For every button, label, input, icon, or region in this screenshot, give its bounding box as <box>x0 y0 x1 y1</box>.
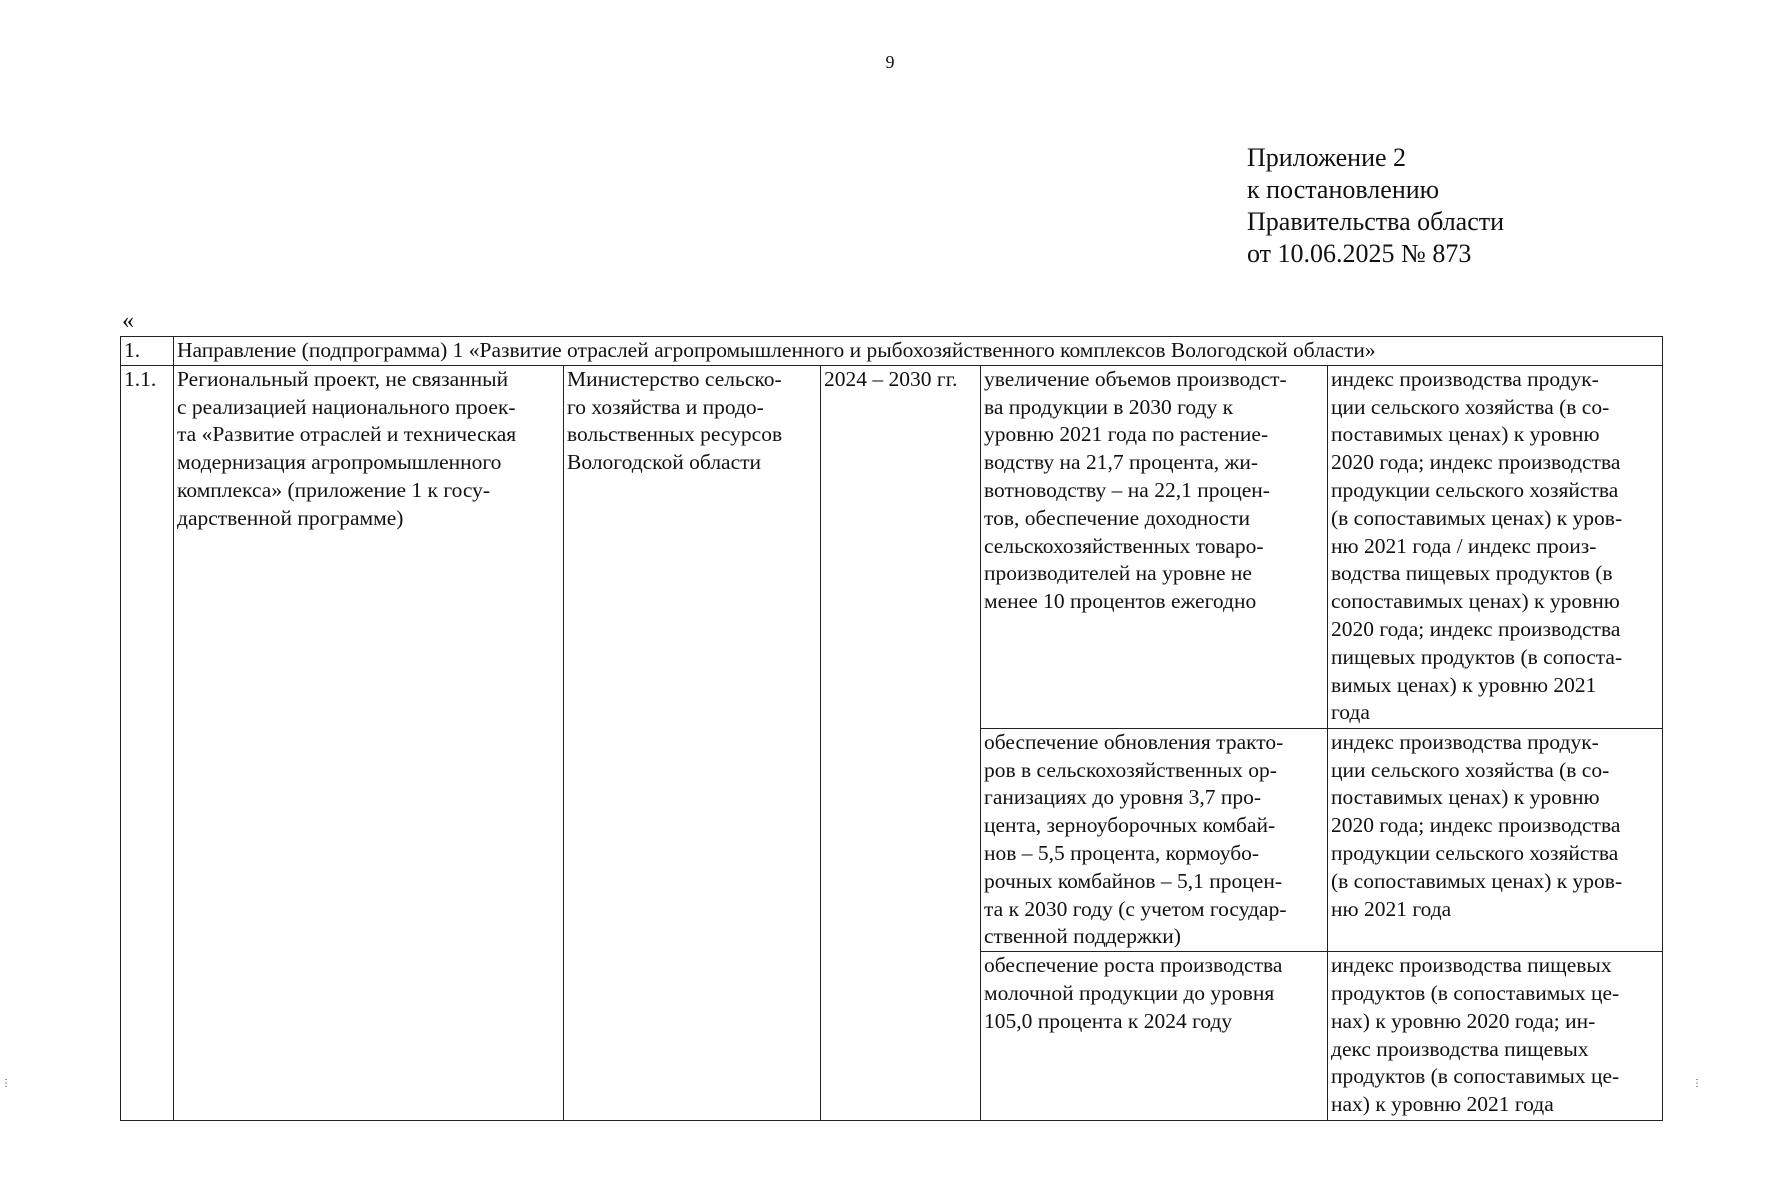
annex-line: Правительства области <box>1247 207 1505 236</box>
result-cell: обеспечение роста производства молочной продукции до уровня 105,0 процента к 2024 году <box>981 952 1328 1121</box>
project-name-cell: Региональный проект, не связанный с реализацией национального проек- та «Развитие отраслей и техническая модернизация агропромышленного комплекса» (приложение 1 к госу- дарственной программе) <box>174 365 564 1120</box>
annex-line: Приложение 2 <box>1247 143 1407 172</box>
program-table <box>120 336 1663 1121</box>
scan-margin-mark: ⋮ <box>1692 1078 1702 1089</box>
indicator-cell: индекс производства продук- ции сельского хозяйства (в со- поставимых ценах) к уровню 2020 года; индекс производства продукции сельского хозяйства (в сопоставимых ценах) к уров- ню 2021 года / индекс произ- водства пищевых продуктов (в сопоставимых ценах) к уровню 2020 года; индекс производства пищевых продуктов (в сопоста- вимых ценах) к уровню 2021 года <box>1328 365 1663 728</box>
result-cell: обеспечение обновления тракто- ров в сельскохозяйственных ор- ганизациях до уровня 3,7 про- цента, зерноуборочных комбай- нов – 5,5 процента, кормоубо- рочных комбайнов – 5,1 процен- та к 2030 году (с учетом государ- ственной поддержки) <box>981 728 1328 951</box>
responsible-cell: Министерство сельско- го хозяйства и продо- вольственных ресурсов Вологодской области <box>564 365 821 1120</box>
indicator-cell: индекс производства продук- ции сельского хозяйства (в со- поставимых ценах) к уровню 2020 года; индекс производства продукции сельского хозяйства (в сопоставимых ценах) к уров- ню 2021 года <box>1328 728 1663 951</box>
page-number: 9 <box>885 52 895 72</box>
open-quote-mark: « <box>122 308 134 334</box>
section-number: 1. <box>121 337 174 366</box>
period-cell: 2024 – 2030 гг. <box>821 365 981 1120</box>
indicator-cell: индекс производства пищевых продуктов (в сопоставимых це- нах) к уровню 2020 года; ин- декс производства пищевых продуктов (в сопоставимых це- нах) к уровню 2021 года <box>1328 952 1663 1121</box>
annex-block <box>1247 142 1504 270</box>
scan-margin-mark: ⋮ <box>1 1078 11 1089</box>
section-row <box>121 337 1663 366</box>
table-row <box>121 365 1663 728</box>
annex-line: от 10.06.2025 № 873 <box>1247 239 1472 268</box>
annex-line: к постановлению <box>1247 175 1440 204</box>
section-title: Направление (подпрограмма) 1 «Развитие отраслей агропромышленного и рыбохозяйственного комплексов Вологодской области» <box>174 337 1663 366</box>
row-number: 1.1. <box>121 365 174 1120</box>
result-cell: увеличение объемов производст- ва продукции в 2030 году к уровню 2021 года по растение- водству на 21,7 процента, жи- вотноводству – на 22,1 процен- тов, обеспечение доходности сельскохозяйственных товаро- производителей на уровне не менее 10 процентов ежегодно <box>981 365 1328 728</box>
